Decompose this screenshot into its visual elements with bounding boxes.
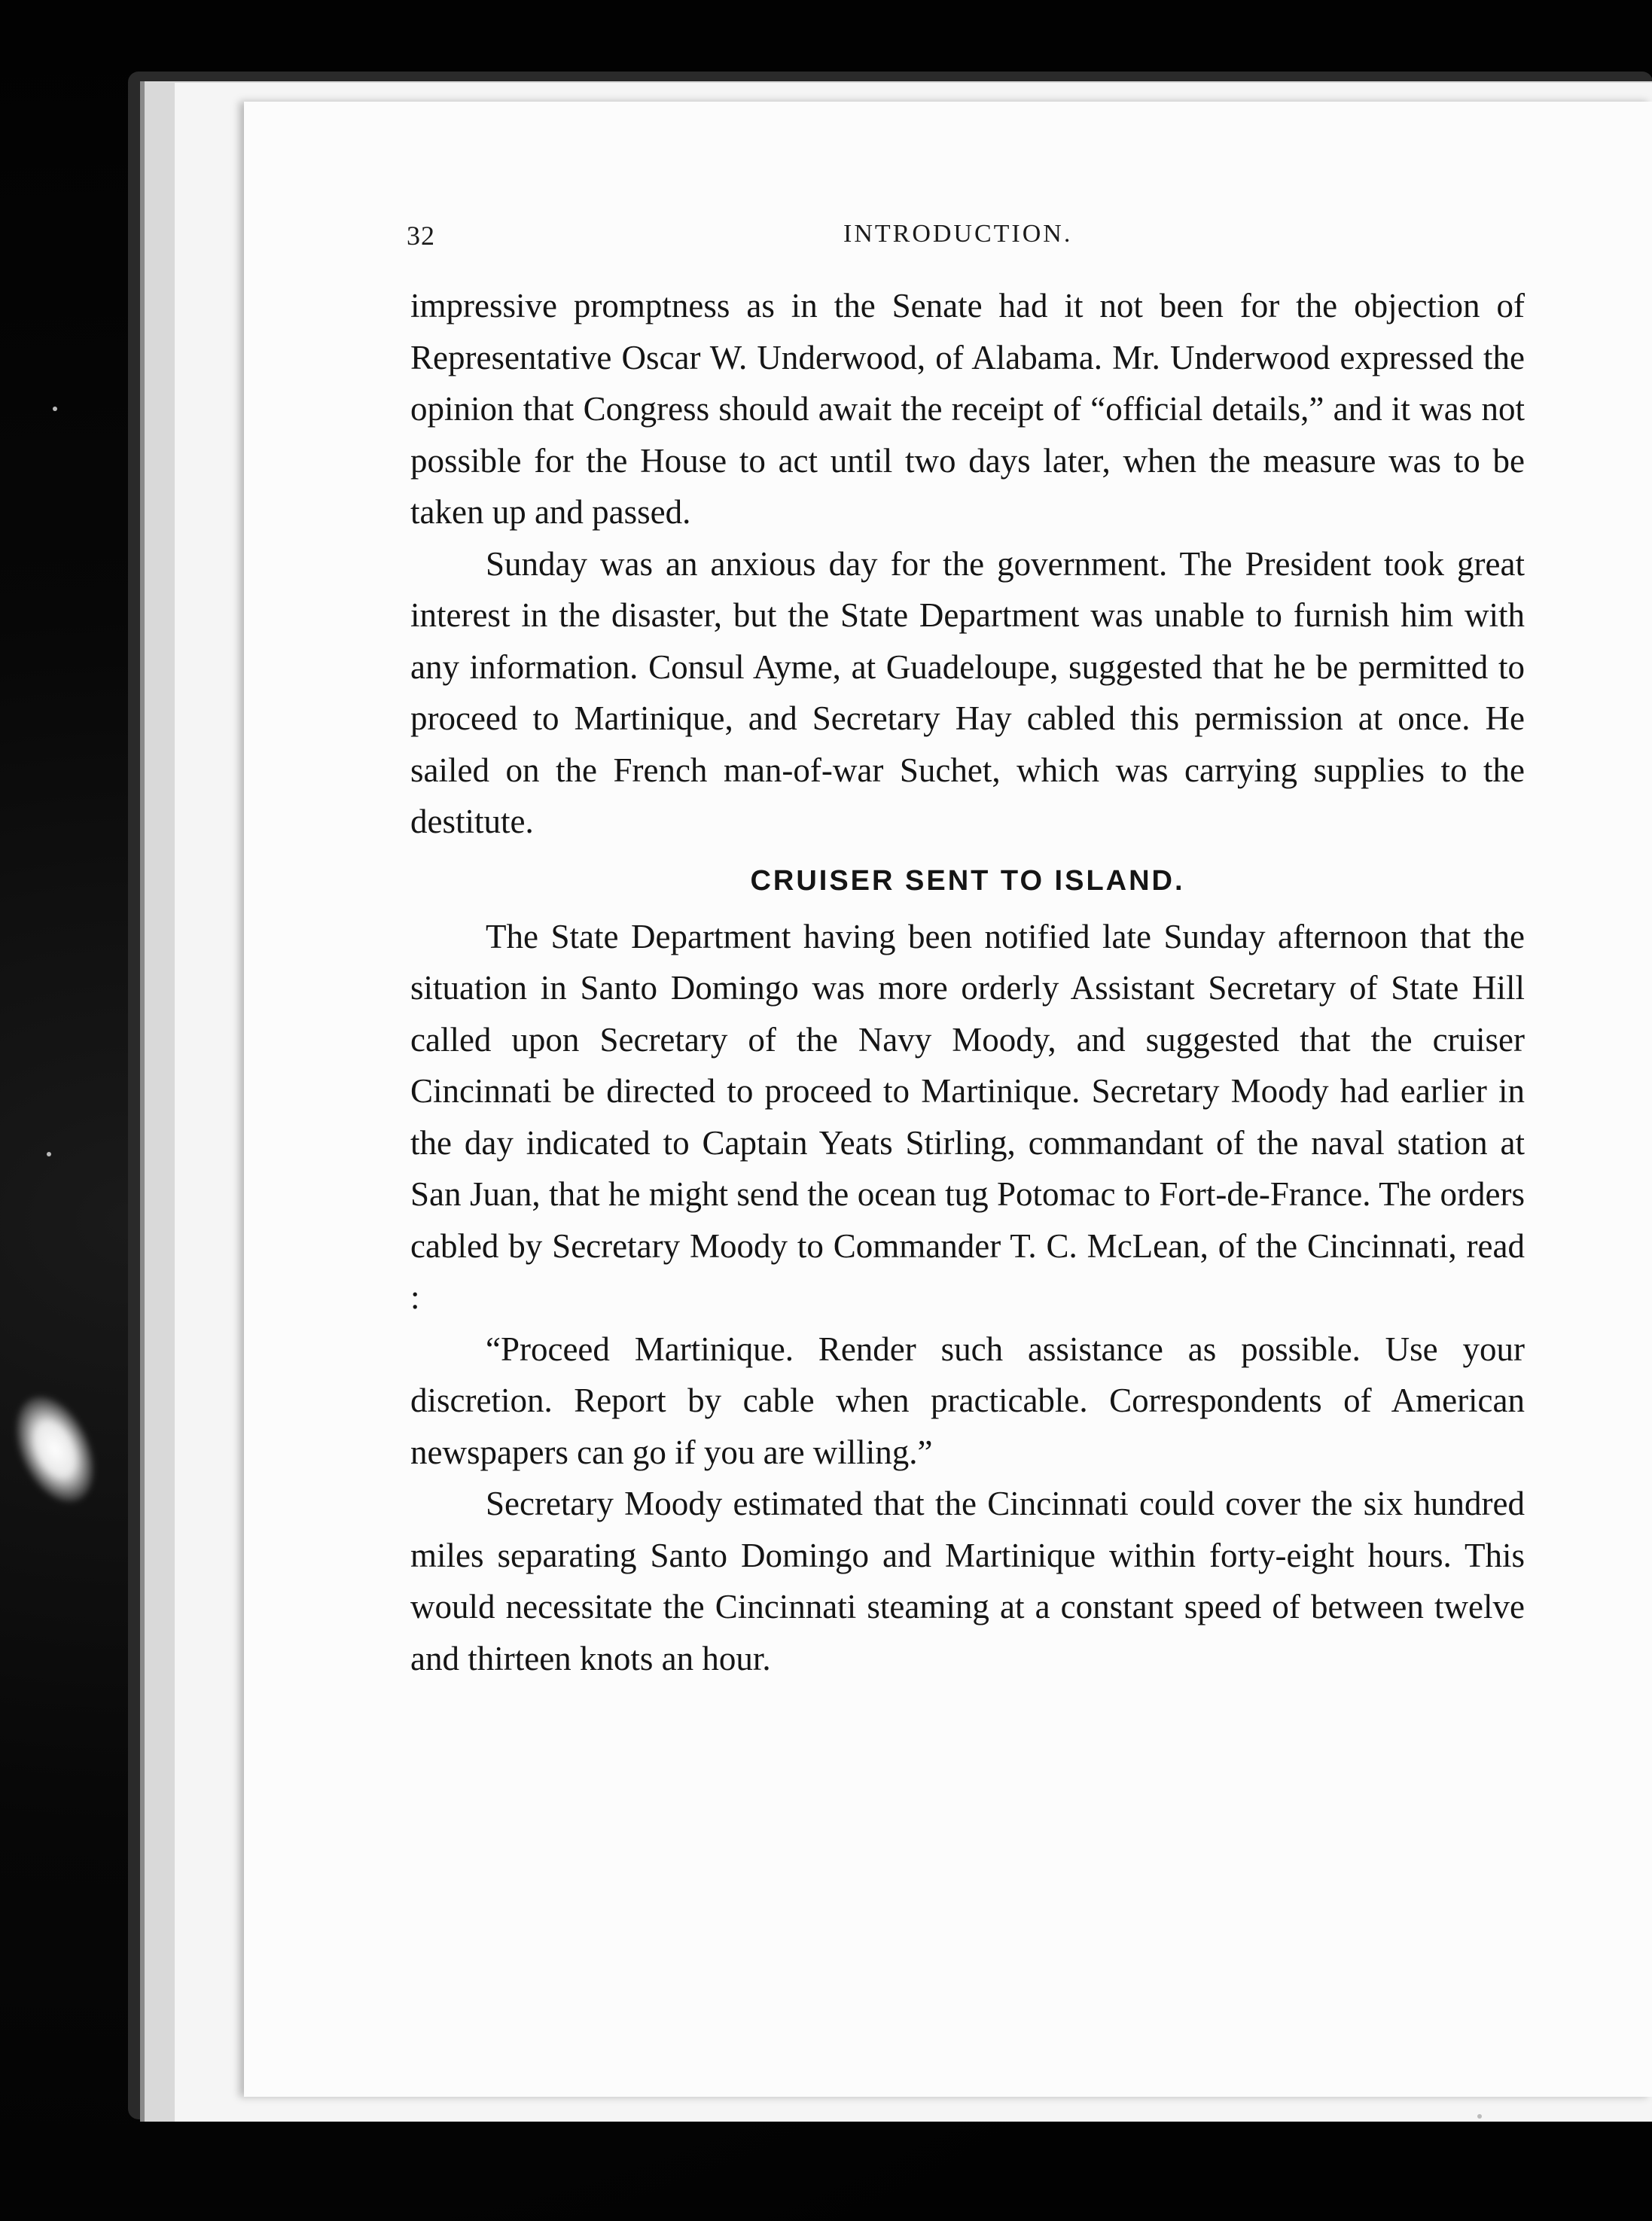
- running-head: INTRODUCTION.: [843, 220, 1073, 248]
- page-header: [407, 220, 1536, 257]
- dust-speck: [47, 1152, 51, 1156]
- paragraph-state-department: The State Department having been notified late Sunday afternoon that the situation in Santo Domingo was more orderly Assistant Secretary of State Hill called upon Secretary of the Navy Moody, and suggested that the cruiser Cincinnati be directed to proceed to Martinique. Secretary Moody had earlier in the day indicated to Captain Yeats Stirling, commandant of the naval station at San Juan, that he might send the ocean tug Potomac to Fort-de-France. The orders cabled by Secretary Moody to Commander T. C. McLean, of the Cincinnati, read :: [410, 917, 1525, 1316]
- quoted-orders: “Proceed Martinique. Render such assistance as possible. Use your discretion. Report by cable when practicable. Correspondents of American newspapers can go if you are willing.”: [410, 1330, 1525, 1471]
- section-heading: CRUISER SENT TO ISLAND.: [750, 864, 1185, 897]
- dust-speck: [1477, 2114, 1482, 2119]
- paragraph-sunday: Sunday was an anxious day for the government. The President took great interest in the disaster, but the State Department was unable to furnish him with any information. Consul Ayme, at Guadeloupe, suggested that he be permitted to proceed to Martinique, and Secretary Hay cabled this permission at once. He sailed on the French man-of-war Suchet, which was carrying supplies to the destitute.: [410, 544, 1525, 840]
- paragraph-moody-estimate: Secretary Moody estimated that the Cincinnati could cover the six hundred miles separating Santo Domingo and Martinique within forty-eight hours. This would necessitate the Cincinnati steaming at a constant speed of between twelve and thirteen knots an hour.: [410, 1485, 1525, 1677]
- page-number: 32: [407, 221, 435, 251]
- dust-speck: [53, 407, 57, 411]
- paragraph-continuation: impressive promptness as in the Senate had it not been for the objection of Representative Oscar W. Underwood, of Alabama. Mr. Underwood expressed the opinion that Congress should await the receipt of “official details,” and it was not possible for the House to act until two days later, when the measure was to be taken up and passed.: [410, 287, 1525, 531]
- page-body: [410, 280, 1525, 1684]
